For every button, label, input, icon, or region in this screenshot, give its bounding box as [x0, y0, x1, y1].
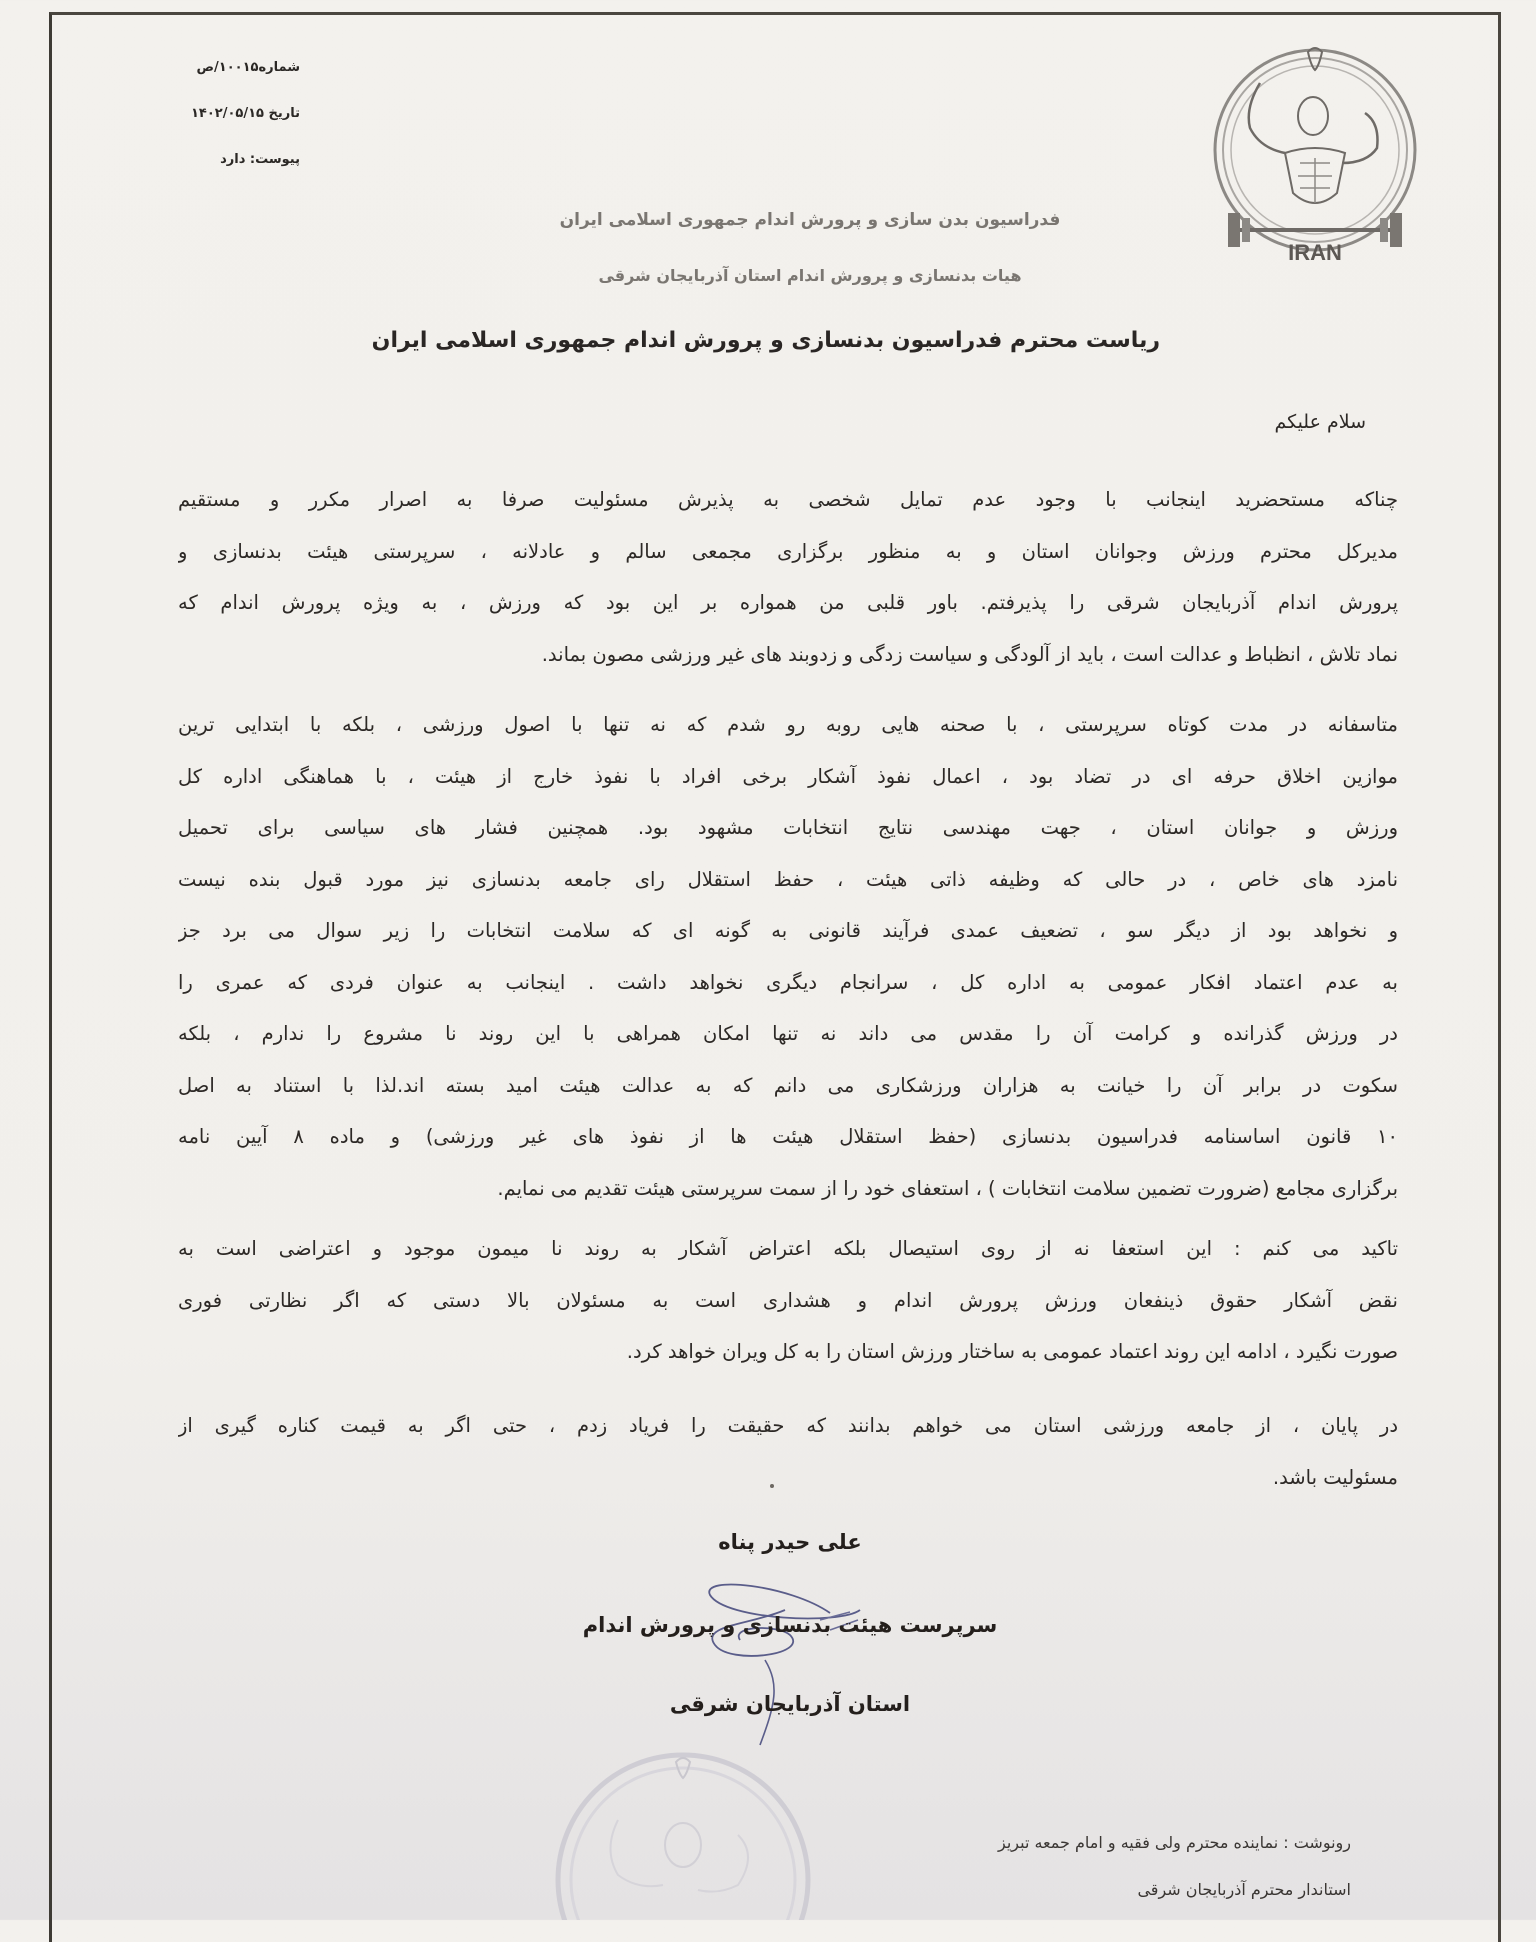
logo-text: IRAN: [1288, 240, 1342, 265]
paragraph-line: متاسفانه در مدت کوتاه سرپرستی ، با صحنه هایی روبه رو شدم که نه تنها با اصول ورزشی ، بلکه با ابتدایی ترین: [178, 713, 1398, 736]
cc-line-2: استاندار محترم آذربایجان شرقی: [1137, 1880, 1351, 1899]
letter-date: تاریخ ۱۴۰۲/۰۵/۱۵: [190, 106, 300, 121]
paragraph-line: نقض آشکار حقوق ذینفعان ورزش پرورش اندام و هشداری است به مسئولان بالا دستی که اگر نظارتی فوری: [178, 1288, 1398, 1312]
paragraph-line: نماد تلاش ، انظباط و عدالت است ، باید از آلودگی و سیاست زدگی و زدوبند های غیر ورزشی مصون بماند.: [541, 642, 1398, 666]
ink-dot: [770, 1484, 774, 1488]
paragraph-2: [178, 699, 1398, 1214]
paragraph-line: صورت نگیرد ، ادامه این روند اعتماد عمومی به ساختار ورزش استان را به کل ویران خواهد کرد.: [626, 1340, 1398, 1363]
bodybuilding-federation-logo-icon: [1200, 38, 1430, 278]
paragraph-line: نامزد های خاص ، در حالی که وظیفه ذاتی هیئت ، حفظ استقلال رای جامعه بدنسازی نیز مورد قبول بنده نیست: [178, 867, 1398, 891]
handwritten-signature-icon: [670, 1565, 870, 1755]
signatory-province: استان آذربایجان شرقی: [669, 1692, 911, 1716]
paragraph-line: ورزش و جوانان استان ، جهت مهندسی نتایج انتخابات مشهود بود. همچنین فشار های سیاسی برای تحمیل: [178, 816, 1398, 839]
greeting: سلام علیکم: [1274, 411, 1366, 433]
paragraph-line: مدیرکل محترم ورزش وجوانان استان و به منظور برگزاری مجمعی سالم و عادلانه ، سرپرستی هیئت بدنسازی و: [178, 539, 1398, 563]
paragraph-3: [178, 1223, 1398, 1378]
paragraph-line: ۱۰ قانون اساسنامه فدراسیون بدنسازی (حفظ استقلال هیئت ها از نفوذ های غیر ورزشی) و ماده ۸ آیین نامه: [178, 1125, 1398, 1148]
paragraph-line: پرورش اندام آذربایجان شرقی را پذیرفتم. باور قلبی من همواره بر این بود که ورزش ، به ویژه پرورش اندام که: [178, 591, 1398, 614]
paragraph-line: در پایان ، از جامعه ورزشی استان می خواهم بدانند که حقیقت را فریاد زدم ، حتی اگر به قیمت کناره گیری از: [178, 1414, 1398, 1437]
letter-title: ریاست محترم فدراسیون بدنسازی و پرورش اندام جمهوری اسلامی ایران: [371, 328, 1160, 353]
paragraph-line: تاکید می کنم : این استعفا نه از روی استیصال بلکه اعتراض آشکار به روند نا میمون موجود و اعتراضی است به: [178, 1237, 1398, 1260]
paragraph-line: موازین اخلاق حرفه ای در تضاد بود ، اعمال نفوذ آشکار برخی افراد با نفوذ خارج از هیئت ، با هماهنگی اداره کل: [178, 764, 1398, 788]
provincial-board-header: هیات بدنسازی و پرورش اندام استان آذربایجان شرقی: [598, 266, 1022, 285]
paragraph-line: و نخواهد بود از دیگر سو ، تضعیف عمدی فرآیند قانونی به گونه ای که سلامت انتخابات را زیر سوال می برد جز: [178, 919, 1398, 942]
cc-line-1: رونوشت : نماینده محترم ولی فقیه و امام جمعه تبریز: [998, 1833, 1351, 1852]
signatory-name: علی حیدر پناه: [718, 1530, 862, 1554]
paragraph-line: مسئولیت باشد.: [1272, 1465, 1398, 1489]
letter-number: شماره۱۰۰۱۵/ص: [196, 60, 300, 75]
paragraph-line: برگزاری مجامع (ضرورت تضمین سلامت انتخابات ) ، استعفای خود را از سمت سرپرستی هیئت تقدیم می نمایم.: [497, 1176, 1398, 1200]
letter-attachment: پیوست: دارد: [220, 152, 300, 167]
paragraph-line: به عدم اعتماد افکار عمومی به اداره کل ، سرانجام دیگری نخواهد داشت . اینجانب به عنوان فردی که عمری را: [178, 970, 1398, 994]
letter-meta: [150, 58, 300, 196]
signatory-position: سرپرست هیئت بدنسازی و پرورش اندام: [582, 1613, 998, 1637]
paragraph-line: سکوت در برابر آن را خیانت به هزاران ورزشکاری می دانم که به عدالت هیئت امید بسته اند.لذا با استناد به اصل: [178, 1073, 1398, 1097]
paragraph-4: [178, 1400, 1398, 1503]
paragraph-line: چناکه مستحضرید اینجانب با وجود عدم تمایل شخصی به پذیرش مسئولیت صرفا به اصرار مکرر و مستقیم: [178, 488, 1398, 511]
paragraph-line: در ورزش گذرانده و کرامت آن را مقدس می داند نه تنها امکان همراهی با این روند نا مشروع را ندارم ، بلکه: [178, 1022, 1398, 1045]
faded-stamp-icon: [548, 1740, 818, 1920]
federation-header: فدراسیون بدن سازی و پرورش اندام جمهوری اسلامی ایران: [559, 210, 1061, 230]
paragraph-1: [178, 474, 1398, 680]
